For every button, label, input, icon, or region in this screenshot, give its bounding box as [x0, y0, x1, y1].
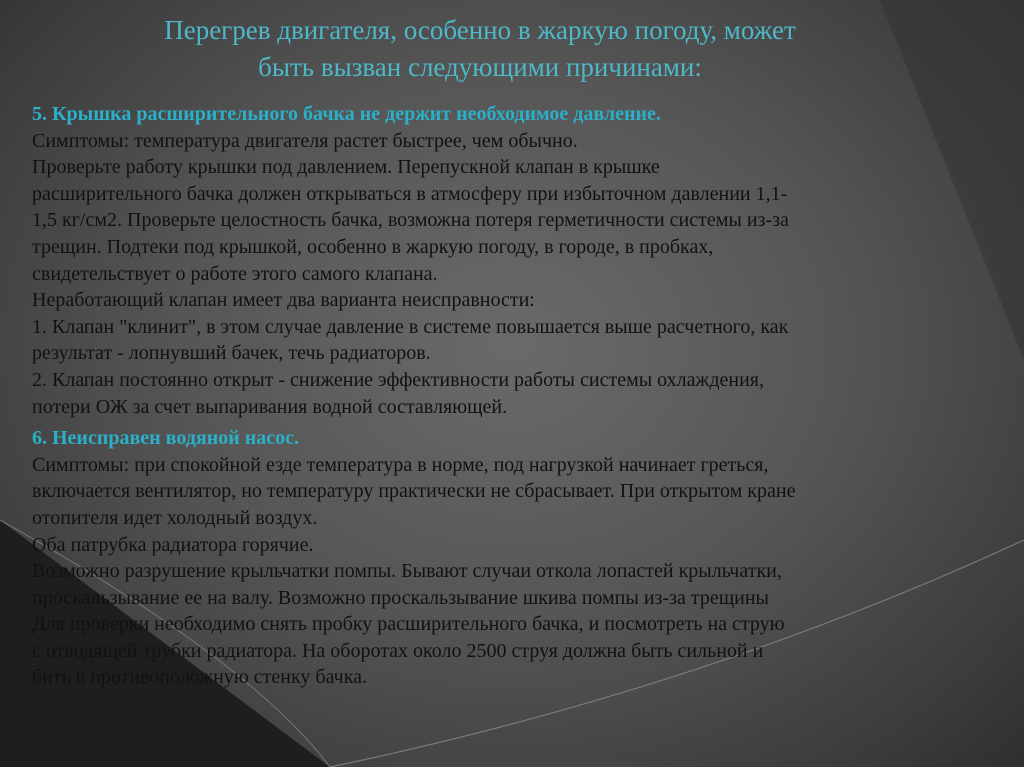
body-line: бить в противоположную стенку бачка. [32, 666, 367, 689]
section-6-number: 6. [32, 427, 52, 450]
slide-title [40, 12, 920, 86]
body-line: Для проверки необходимо снять пробку расширительного бачка, и посмотреть на струю [32, 613, 785, 636]
body-line: Возможно разрушение крыльчатки помпы. Бывают случаи откола лопастей крыльчатки, [32, 560, 782, 583]
title-line: Перегрев двигателя, особенно в жаркую погоду, может [164, 15, 796, 45]
section-5-heading [32, 101, 1002, 128]
section-5-title: Крышка расширительного бачка не держит необходимое давление. [52, 103, 661, 125]
section-6-heading [32, 425, 1002, 452]
body-line: Оба патрубка радиатора горячие. [32, 533, 314, 556]
body-line: потери ОЖ за счет выпаривания водной составляющей. [32, 395, 508, 418]
body-line: Симптомы: при спокойной езде температура в норме, под нагрузкой начинает греться, [32, 453, 769, 476]
body-line: свидетельствует о работе этого самого клапана. [32, 262, 438, 285]
body-line: трещин. Подтеки под крышкой, особенно в жаркую погоду, в городе, в пробках, [32, 235, 714, 258]
body-line: Симптомы: температура двигателя растет быстрее, чем обычно. [32, 129, 578, 152]
section-6-title: Неисправен водяной насос. [52, 427, 300, 450]
body-line: расширительного бачка должен открываться в атмосферу при избыточном давлении 1,1- [32, 182, 788, 205]
body-line: Проверьте работу крышки под давлением. Перепускной клапан в крышке [32, 156, 660, 179]
body-line: 1. Клапан "клинит", в этом случае давление в системе повышается выше расчетного, как [32, 315, 789, 338]
section-5-number: 5. [32, 103, 52, 125]
body-line: 2. Клапан постоянно открыт - снижение эффективности работы системы охлаждения, [32, 368, 765, 391]
body-line: отопителя идет холодный воздух. [32, 506, 318, 529]
body-line: включается вентилятор, но температуру практически не сбрасывает. При открытом кране [32, 480, 796, 503]
body-line: результат - лопнувший бачек, течь радиаторов. [32, 342, 431, 365]
title-line: быть вызван следующими причинами: [258, 52, 702, 82]
body-line: Неработающий клапан имеет два варианта неисправности: [32, 289, 535, 312]
slide-body [32, 101, 1002, 691]
body-line: с отводящей трубки радиатора. На оборотах около 2500 струя должна быть сильной и [32, 639, 764, 662]
body-line: 1,5 кг/см2. Проверьте целостность бачка, возможна потеря герметичности системы из-за [32, 209, 789, 232]
body-line: проскальзывание ее на валу. Возможно проскальзывание шкива помпы из-за трещины [32, 586, 769, 609]
